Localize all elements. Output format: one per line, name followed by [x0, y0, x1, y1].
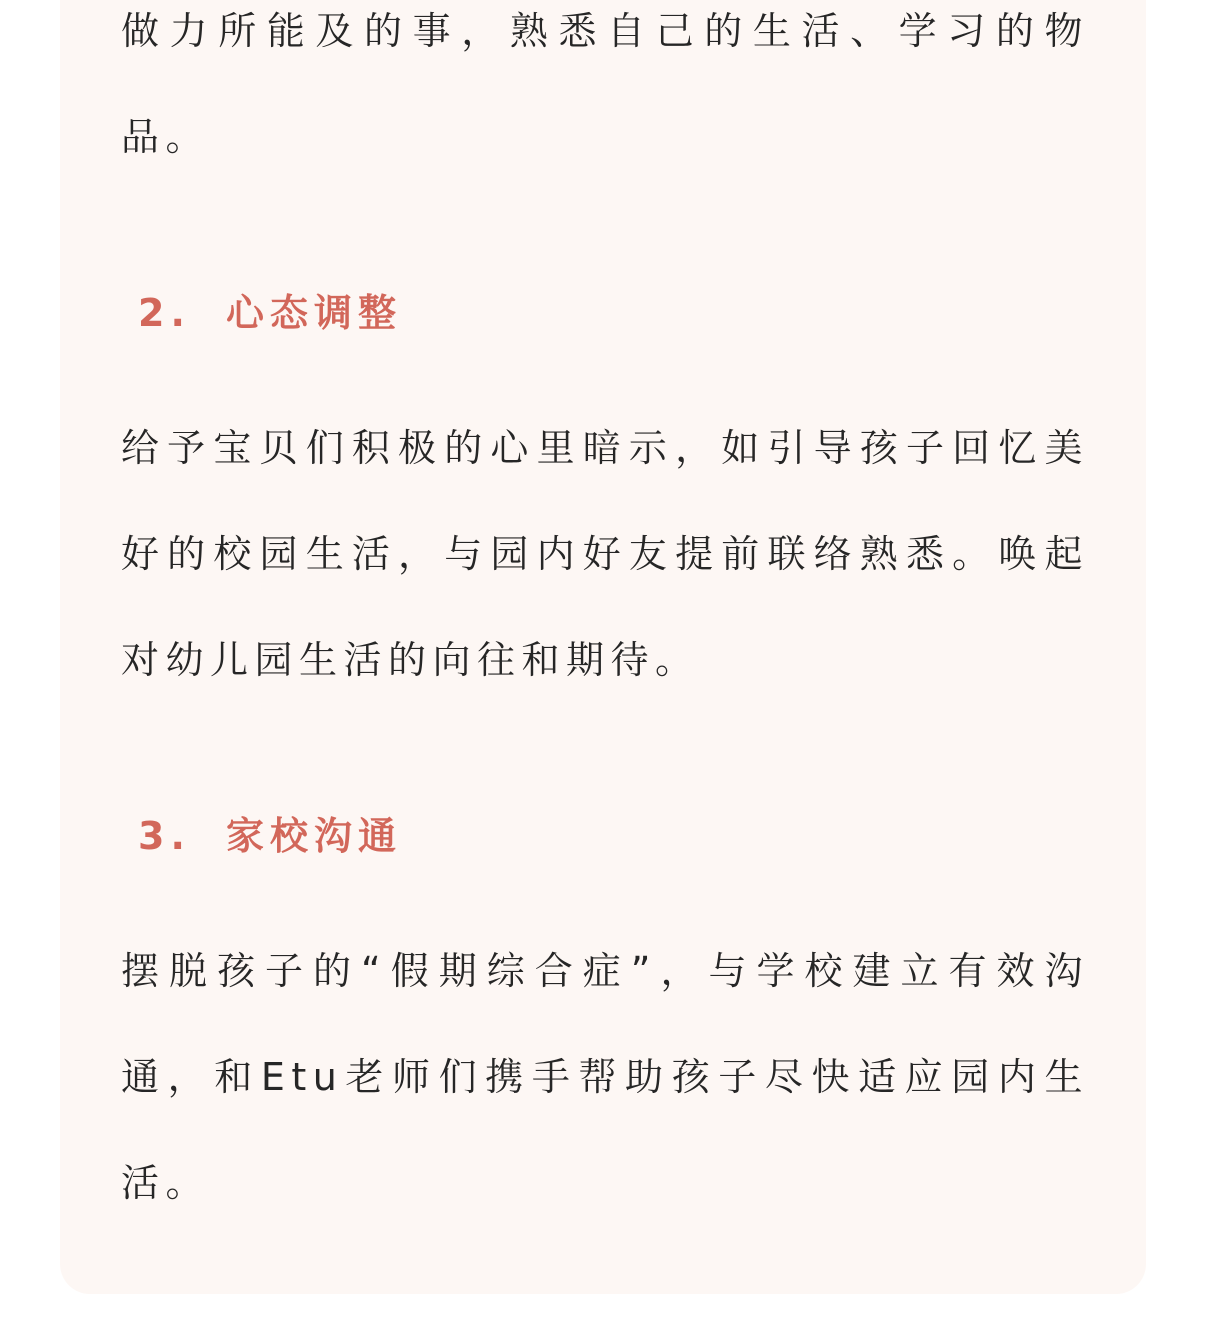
paragraph-mindset: 给予宝贝们积极的心里暗示，如引导孩子回忆美好的校园生活，与园内好友提前联络熟悉。唤起对幼儿园生活的向往和期待。 — [121, 426, 1089, 682]
section-title: 心态调整 — [226, 291, 403, 335]
section-title: 家校沟通 — [226, 814, 403, 858]
section-number: 2. — [138, 291, 191, 335]
section-number: 3. — [138, 814, 191, 858]
paragraph-home-school: 摆脱孩子的“假期综合症”，与学校建立有效沟通，和Etu老师们携手帮助孩子尽快适应园内生活。 — [121, 949, 1089, 1205]
section-heading-home-school — [138, 811, 402, 861]
paragraph-daily-items: 做力所能及的事，熟悉自己的生活、学习的物品。 — [121, 9, 1089, 159]
section-heading-mindset — [138, 288, 402, 338]
